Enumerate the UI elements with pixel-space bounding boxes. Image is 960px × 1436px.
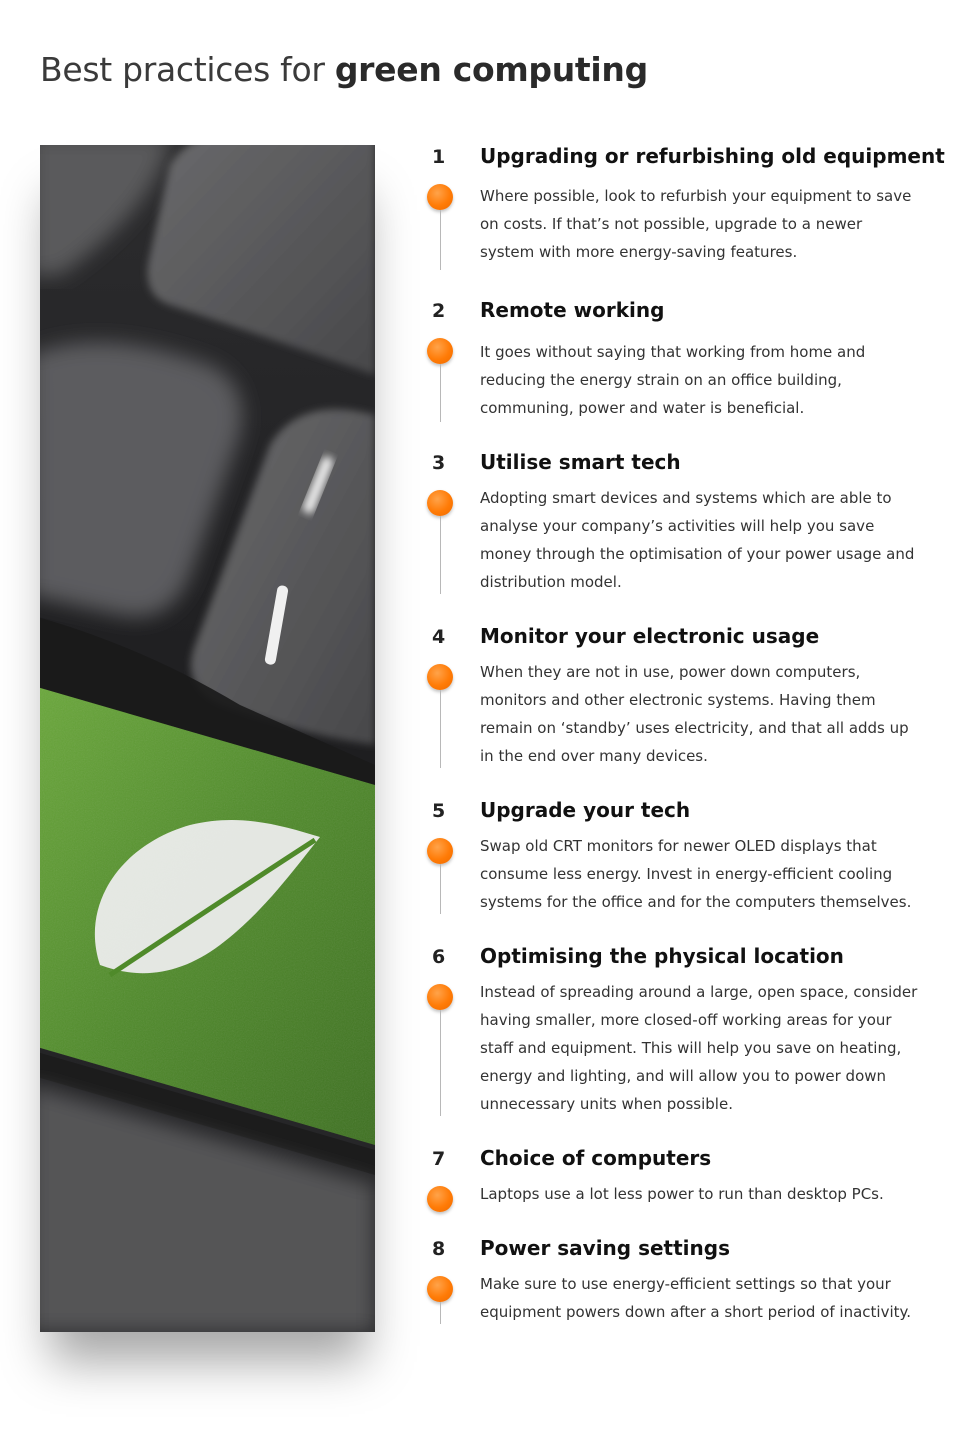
timeline-line [440, 864, 441, 914]
timeline-line [440, 690, 441, 768]
step-body: Instead of spreading around a large, open space, consider having smaller, more closed-off working areas for your staff and equipment. This will help you save on heating, energy and lighting, and will allow you to power down unnecessary units when possible. [480, 983, 918, 1113]
step-title: Power saving settings [480, 1236, 730, 1260]
step-title: Choice of computers [480, 1146, 712, 1170]
timeline-line [440, 516, 441, 594]
step-body: Swap old CRT monitors for newer OLED displays that consume less energy. Invest in energy-efficient cooling systems for the office and for the computers themselves. [480, 837, 912, 911]
step-title: Monitor your electronic usage [480, 624, 820, 648]
step-number: 1 [432, 146, 446, 168]
step-title: Utilise smart tech [480, 450, 681, 474]
step-number: 4 [432, 626, 446, 648]
timeline-dot [427, 338, 453, 364]
step-number: 2 [432, 300, 446, 322]
step-body: Adopting smart devices and systems which are able to analyse your company’s activities will help you save money through the optimisation of your power usage and distribution model. [480, 489, 915, 591]
step-body: Where possible, look to refurbish your equipment to save on costs. If that’s not possible, upgrade to a newer system with more energy-saving features. [480, 187, 912, 261]
step-number: 7 [432, 1148, 446, 1170]
timeline-dot [427, 664, 453, 690]
timeline-line [440, 1302, 441, 1324]
step-title: Optimising the physical location [480, 944, 844, 968]
timeline-dot [427, 490, 453, 516]
step-number: 6 [432, 946, 446, 968]
step-title: Remote working [480, 298, 665, 322]
step-body: When they are not in use, power down computers, monitors and other electronic systems. Having them remain on ‘standby’ uses electricity, and that all adds up in the end over many devices. [480, 663, 909, 765]
page-title-bold: green computing [334, 50, 648, 89]
step-title: Upgrading or refurbishing old equipment [480, 144, 945, 168]
timeline-dot [427, 838, 453, 864]
timeline-line [440, 364, 441, 422]
timeline-dot [427, 1276, 453, 1302]
step-title: Upgrade your tech [480, 798, 691, 822]
step-body: Laptops use a lot less power to run than desktop PCs. [480, 1185, 884, 1203]
page-title [40, 50, 648, 89]
keyboard-photo [40, 145, 375, 1332]
page-title-light: Best practices for [40, 50, 335, 89]
timeline-dot [427, 984, 453, 1010]
timeline-line [440, 210, 441, 270]
timeline-line [440, 1010, 441, 1116]
step-number: 5 [432, 800, 446, 822]
timeline-dot [427, 1186, 453, 1212]
step-number: 3 [432, 452, 446, 474]
step-body: It goes without saying that working from home and reducing the energy strain on an office building, communing, power and water is beneficial. [480, 343, 866, 417]
step-body: Make sure to use energy-efficient settings so that your equipment powers down after a short period of inactivity. [480, 1275, 912, 1321]
step-number: 8 [432, 1238, 446, 1260]
timeline-dot [427, 184, 453, 210]
